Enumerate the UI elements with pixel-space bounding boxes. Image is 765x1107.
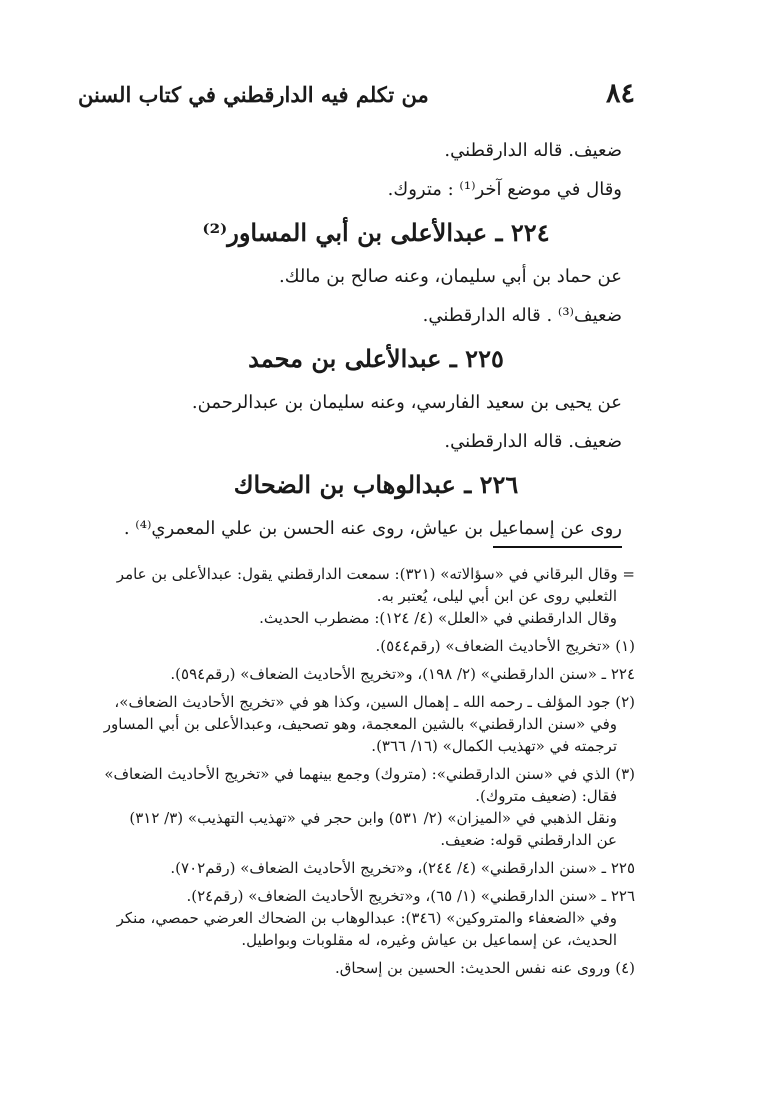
entry-title-224: ٢٢٤ ـ عبدالأعلى بن أبي المساور⁽²⁾ (202, 218, 550, 247)
body-line: ضعيف. قاله الدارقطني. (444, 431, 622, 452)
body-line: ضعيف⁽³⁾ . قاله الدارقطني. (422, 305, 622, 326)
footnote-line: ٢٢٦ ـ «سنن الدارقطني» (١/ ٦٥)، و«تخريج الأحاديث الضعاف» (رقم٢٤). (186, 887, 635, 905)
footnote-line: (٢) جود المؤلف ـ رحمه الله ـ إهمال السين، وكذا هو في «تخريج الأحاديث الضعاف»، (114, 693, 635, 711)
footnote-line: وفي «الضعفاء والمتروكين» (٣٤٦): عبدالوهاب بن الضحاك العرضي حمصي، منكر (116, 909, 617, 927)
footnote-4: (٤) وروى عنه نفس الحديث: الحسين بن إسحاق. (334, 959, 635, 977)
footnote-225: ٢٢٥ ـ «سنن الدارقطني» (٤/ ٢٤٤)، و«تخريج الأحاديث الضعاف» (رقم٧٠٢). (170, 859, 635, 877)
body-line: وقال في موضع آخر⁽¹⁾ : متروك. (387, 179, 622, 200)
page-number: ٨٤ (605, 78, 635, 109)
footnote-line: ترجمته في «تهذيب الكمال» (١٦/ ٣٦٦). (371, 737, 617, 755)
footnote-line: وفي «سنن الدارقطني» بالشين المعجمة، وهو تصحيف، وعبدالأعلى بن أبي المساور (103, 715, 617, 733)
main-text (123, 140, 622, 557)
footnote-line: = وقال البرقاني في «سؤالاته» (٣٢١): سمعت الدارقطني يقول: عبدالأعلى بن عامر (116, 565, 635, 583)
footnote-3 (88, 763, 635, 851)
footnote-line: ونقل الذهبي في «الميزان» (٢/ ٥٣١) وابن حجر في «تهذيب التهذيب» (٣/ ٣١٢) (129, 809, 617, 827)
footnote-2 (88, 691, 635, 757)
footnote-line: وقال الدارقطني في «العلل» (٤/ ١٢٤): مضطرب الحديث. (259, 609, 617, 627)
footnote (88, 563, 635, 629)
body-line: عن يحيى بن سعيد الفارسي، وعنه سليمان بن عبدالرحمن. (191, 392, 622, 413)
body-line: روى عن إسماعيل بن عياش، روى عنه الحسن بن علي المعمري⁽⁴⁾ . (123, 518, 622, 539)
footnote-line: الثعلبي روى عن ابن أبي ليلى، يُعتبر به. (376, 587, 617, 605)
footnote-line: (٣) الذي في «سنن الدارقطني»: (متروك) وجمع بينهما في «تخريج الأحاديث الضعاف» (104, 765, 635, 783)
body-line: عن حماد بن أبي سليمان، وعنه صالح بن مالك. (279, 266, 622, 287)
entry-title-226: ٢٢٦ ـ عبدالوهاب بن الضحاك (233, 470, 519, 499)
footnote-line: الحديث، عن إسماعيل بن عياش وغيره، له مقلوبات وبواطيل. (241, 931, 617, 949)
footnote-224: ٢٢٤ ـ «سنن الدارقطني» (٢/ ١٩٨)، و«تخريج الأحاديث الضعاف» (رقم٥٩٤). (170, 665, 635, 683)
footnote-line: فقال: (ضعيف متروك). (475, 787, 617, 805)
running-title: من تكلم فيه الدارقطني في كتاب السنن (78, 82, 429, 107)
footnote-separator (493, 546, 622, 548)
entry-title-225: ٢٢٥ ـ عبدالأعلى بن محمد (248, 344, 504, 373)
body-line: ضعيف. قاله الدارقطني. (444, 140, 622, 161)
footnote-226 (88, 885, 635, 951)
footnote-line: عن الدارقطني قوله: ضعيف. (440, 831, 617, 849)
footnotes (88, 563, 635, 985)
page-header (78, 78, 635, 118)
footnote-1: (١) «تخريج الأحاديث الضعاف» (رقم٥٤٤). (375, 637, 635, 655)
